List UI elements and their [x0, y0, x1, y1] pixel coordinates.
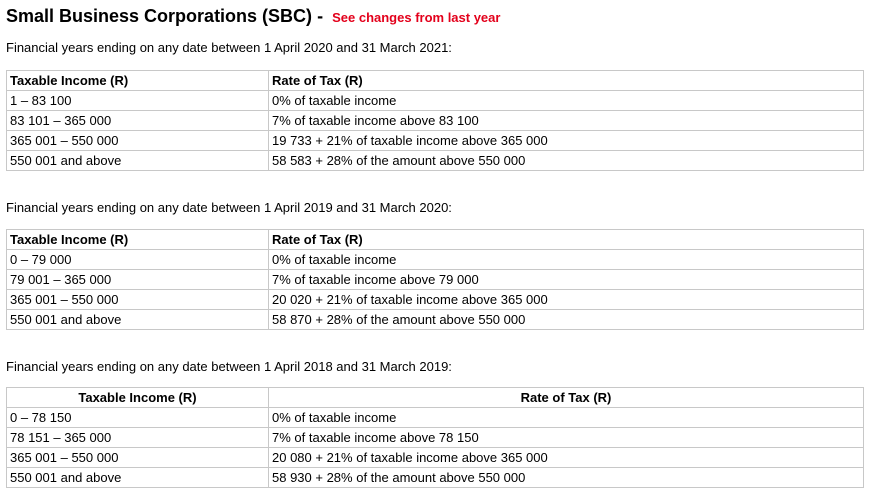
taxable-income-cell: 0 – 78 150 [7, 408, 269, 428]
rate-of-tax-cell: 0% of taxable income [269, 91, 864, 111]
table-row [7, 428, 864, 448]
table-row [7, 250, 864, 270]
table-row [7, 468, 864, 488]
see-changes-link[interactable]: See changes from last year [332, 10, 501, 25]
table-header-row [7, 230, 864, 250]
tax-table-2019 [6, 387, 864, 488]
column-header-rate-of-tax: Rate of Tax (R) [269, 230, 864, 250]
taxable-income-cell: 365 001 – 550 000 [7, 131, 269, 151]
column-header-taxable-income: Taxable Income (R) [7, 71, 269, 91]
page-title-text: Small Business Corporations (SBC) [6, 6, 313, 26]
tax-table-2021 [6, 70, 864, 171]
rate-of-tax-cell: 58 930 + 28% of the amount above 550 000 [269, 468, 864, 488]
table-row [7, 111, 864, 131]
rate-of-tax-cell: 58 870 + 28% of the amount above 550 000 [269, 310, 864, 330]
table-row [7, 448, 864, 468]
taxable-income-cell: 78 151 – 365 000 [7, 428, 269, 448]
table-row [7, 151, 864, 171]
column-header-rate-of-tax: Rate of Tax (R) [269, 388, 864, 408]
taxable-income-cell: 1 – 83 100 [7, 91, 269, 111]
column-header-taxable-income: Taxable Income (R) [7, 230, 269, 250]
period-2019-intro: Financial years ending on any date between 1 April 2018 and 31 March 2019: [6, 359, 452, 374]
taxable-income-cell: 83 101 – 365 000 [7, 111, 269, 131]
taxable-income-cell: 550 001 and above [7, 310, 269, 330]
rate-of-tax-cell: 0% of taxable income [269, 408, 864, 428]
title-separator: - [317, 6, 324, 26]
table-header-row [7, 388, 864, 408]
period-2020-intro: Financial years ending on any date between 1 April 2019 and 31 March 2020: [6, 200, 452, 215]
tax-table-2020 [6, 229, 864, 330]
table-header-row [7, 71, 864, 91]
table-row [7, 290, 864, 310]
rate-of-tax-cell: 19 733 + 21% of taxable income above 365 000 [269, 131, 864, 151]
rate-of-tax-cell: 58 583 + 28% of the amount above 550 000 [269, 151, 864, 171]
rate-of-tax-cell: 20 080 + 21% of taxable income above 365 000 [269, 448, 864, 468]
rate-of-tax-cell: 7% of taxable income above 78 150 [269, 428, 864, 448]
taxable-income-cell: 0 – 79 000 [7, 250, 269, 270]
taxable-income-cell: 365 001 – 550 000 [7, 290, 269, 310]
page-title [6, 5, 500, 29]
column-header-rate-of-tax: Rate of Tax (R) [269, 71, 864, 91]
taxable-income-cell: 550 001 and above [7, 151, 269, 171]
column-header-taxable-income: Taxable Income (R) [7, 388, 269, 408]
rate-of-tax-cell: 7% of taxable income above 79 000 [269, 270, 864, 290]
table-row [7, 310, 864, 330]
taxable-income-cell: 79 001 – 365 000 [7, 270, 269, 290]
rate-of-tax-cell: 20 020 + 21% of taxable income above 365 000 [269, 290, 864, 310]
taxable-income-cell: 550 001 and above [7, 468, 269, 488]
table-row [7, 270, 864, 290]
period-2021-intro: Financial years ending on any date between 1 April 2020 and 31 March 2021: [6, 40, 452, 55]
rate-of-tax-cell: 7% of taxable income above 83 100 [269, 111, 864, 131]
table-row [7, 408, 864, 428]
table-row [7, 91, 864, 111]
table-row [7, 131, 864, 151]
rate-of-tax-cell: 0% of taxable income [269, 250, 864, 270]
taxable-income-cell: 365 001 – 550 000 [7, 448, 269, 468]
